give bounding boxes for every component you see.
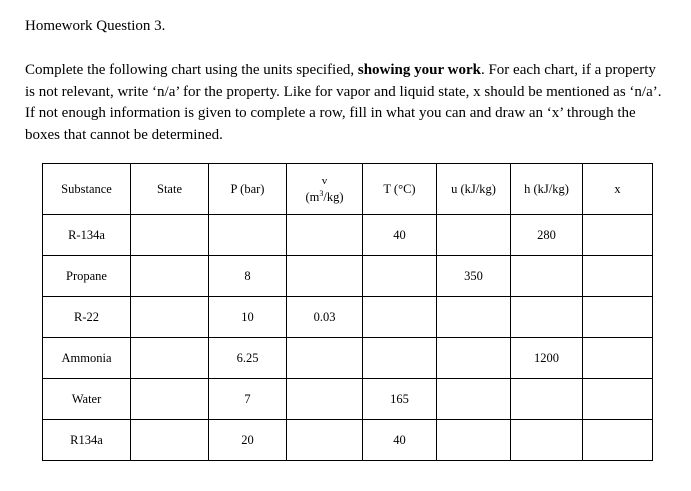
cell-substance: Propane	[43, 256, 131, 297]
cell-temperature[interactable]: 40	[363, 215, 437, 256]
table-row	[43, 297, 653, 338]
header-quality: x	[583, 164, 653, 215]
cell-quality[interactable]	[583, 379, 653, 420]
header-row	[43, 164, 653, 215]
cell-volume[interactable]	[287, 338, 363, 379]
cell-state[interactable]	[131, 420, 209, 461]
cell-substance: R-134a	[43, 215, 131, 256]
header-v-unit-sup: 3	[319, 188, 324, 198]
header-enthalpy: h (kJ/kg)	[511, 164, 583, 215]
cell-state[interactable]	[131, 338, 209, 379]
table-row	[43, 338, 653, 379]
cell-pressure[interactable]: 8	[209, 256, 287, 297]
table-row	[43, 379, 653, 420]
table-row	[43, 420, 653, 461]
table-row	[43, 215, 653, 256]
cell-enthalpy[interactable]	[511, 297, 583, 338]
cell-pressure[interactable]: 7	[209, 379, 287, 420]
cell-temperature[interactable]	[363, 256, 437, 297]
cell-volume[interactable]	[287, 420, 363, 461]
cell-internal-energy[interactable]	[437, 215, 511, 256]
cell-volume[interactable]	[287, 215, 363, 256]
cell-substance: Ammonia	[43, 338, 131, 379]
property-chart	[42, 163, 653, 461]
header-internal-energy: u (kJ/kg)	[437, 164, 511, 215]
cell-quality[interactable]	[583, 297, 653, 338]
header-substance: Substance	[43, 164, 131, 215]
cell-quality[interactable]	[583, 256, 653, 297]
cell-temperature[interactable]	[363, 338, 437, 379]
cell-quality[interactable]	[583, 338, 653, 379]
cell-internal-energy[interactable]	[437, 297, 511, 338]
cell-volume[interactable]	[287, 379, 363, 420]
header-pressure: P (bar)	[209, 164, 287, 215]
cell-pressure[interactable]: 10	[209, 297, 287, 338]
cell-enthalpy[interactable]	[511, 256, 583, 297]
cell-internal-energy[interactable]	[437, 338, 511, 379]
header-specific-volume	[287, 164, 363, 215]
cell-state[interactable]	[131, 297, 209, 338]
table-row	[43, 256, 653, 297]
cell-state[interactable]	[131, 379, 209, 420]
instructions-part1: Complete the following chart using the units specified,	[25, 62, 358, 78]
instructions-part2: . For each chart, if a property is not relevant, write ‘n/a’ for the property. Like for vapor and liquid state, x should be mentioned as ‘n/a’. If not enough information is given to complete a row, fill in what you can and draw an ‘x’ through the boxes that cannot be determined.	[25, 62, 662, 143]
question-title: Homework Question 3.	[25, 18, 166, 34]
cell-internal-energy[interactable]	[437, 420, 511, 461]
instructions-paragraph	[25, 60, 665, 146]
instructions-bold: showing your work	[357, 62, 481, 78]
cell-quality[interactable]	[583, 215, 653, 256]
cell-enthalpy[interactable]	[511, 420, 583, 461]
cell-enthalpy[interactable]: 280	[511, 215, 583, 256]
cell-temperature[interactable]: 40	[363, 420, 437, 461]
cell-temperature[interactable]	[363, 297, 437, 338]
cell-pressure[interactable]: 20	[209, 420, 287, 461]
header-v-symbol: v	[321, 175, 328, 187]
cell-substance: R134a	[43, 420, 131, 461]
cell-substance: Water	[43, 379, 131, 420]
cell-volume[interactable]	[287, 256, 363, 297]
cell-enthalpy[interactable]: 1200	[511, 338, 583, 379]
cell-volume[interactable]: 0.03	[287, 297, 363, 338]
cell-quality[interactable]	[583, 420, 653, 461]
header-state: State	[131, 164, 209, 215]
cell-internal-energy[interactable]	[437, 379, 511, 420]
header-v-unit-b: /kg)	[323, 190, 344, 204]
cell-internal-energy[interactable]: 350	[437, 256, 511, 297]
header-temperature: T (°C)	[363, 164, 437, 215]
cell-temperature[interactable]: 165	[363, 379, 437, 420]
cell-state[interactable]	[131, 256, 209, 297]
header-v-unit-a: (m	[305, 190, 320, 204]
cell-substance: R-22	[43, 297, 131, 338]
cell-state[interactable]	[131, 215, 209, 256]
cell-pressure[interactable]	[209, 215, 287, 256]
cell-enthalpy[interactable]	[511, 379, 583, 420]
cell-pressure[interactable]: 6.25	[209, 338, 287, 379]
